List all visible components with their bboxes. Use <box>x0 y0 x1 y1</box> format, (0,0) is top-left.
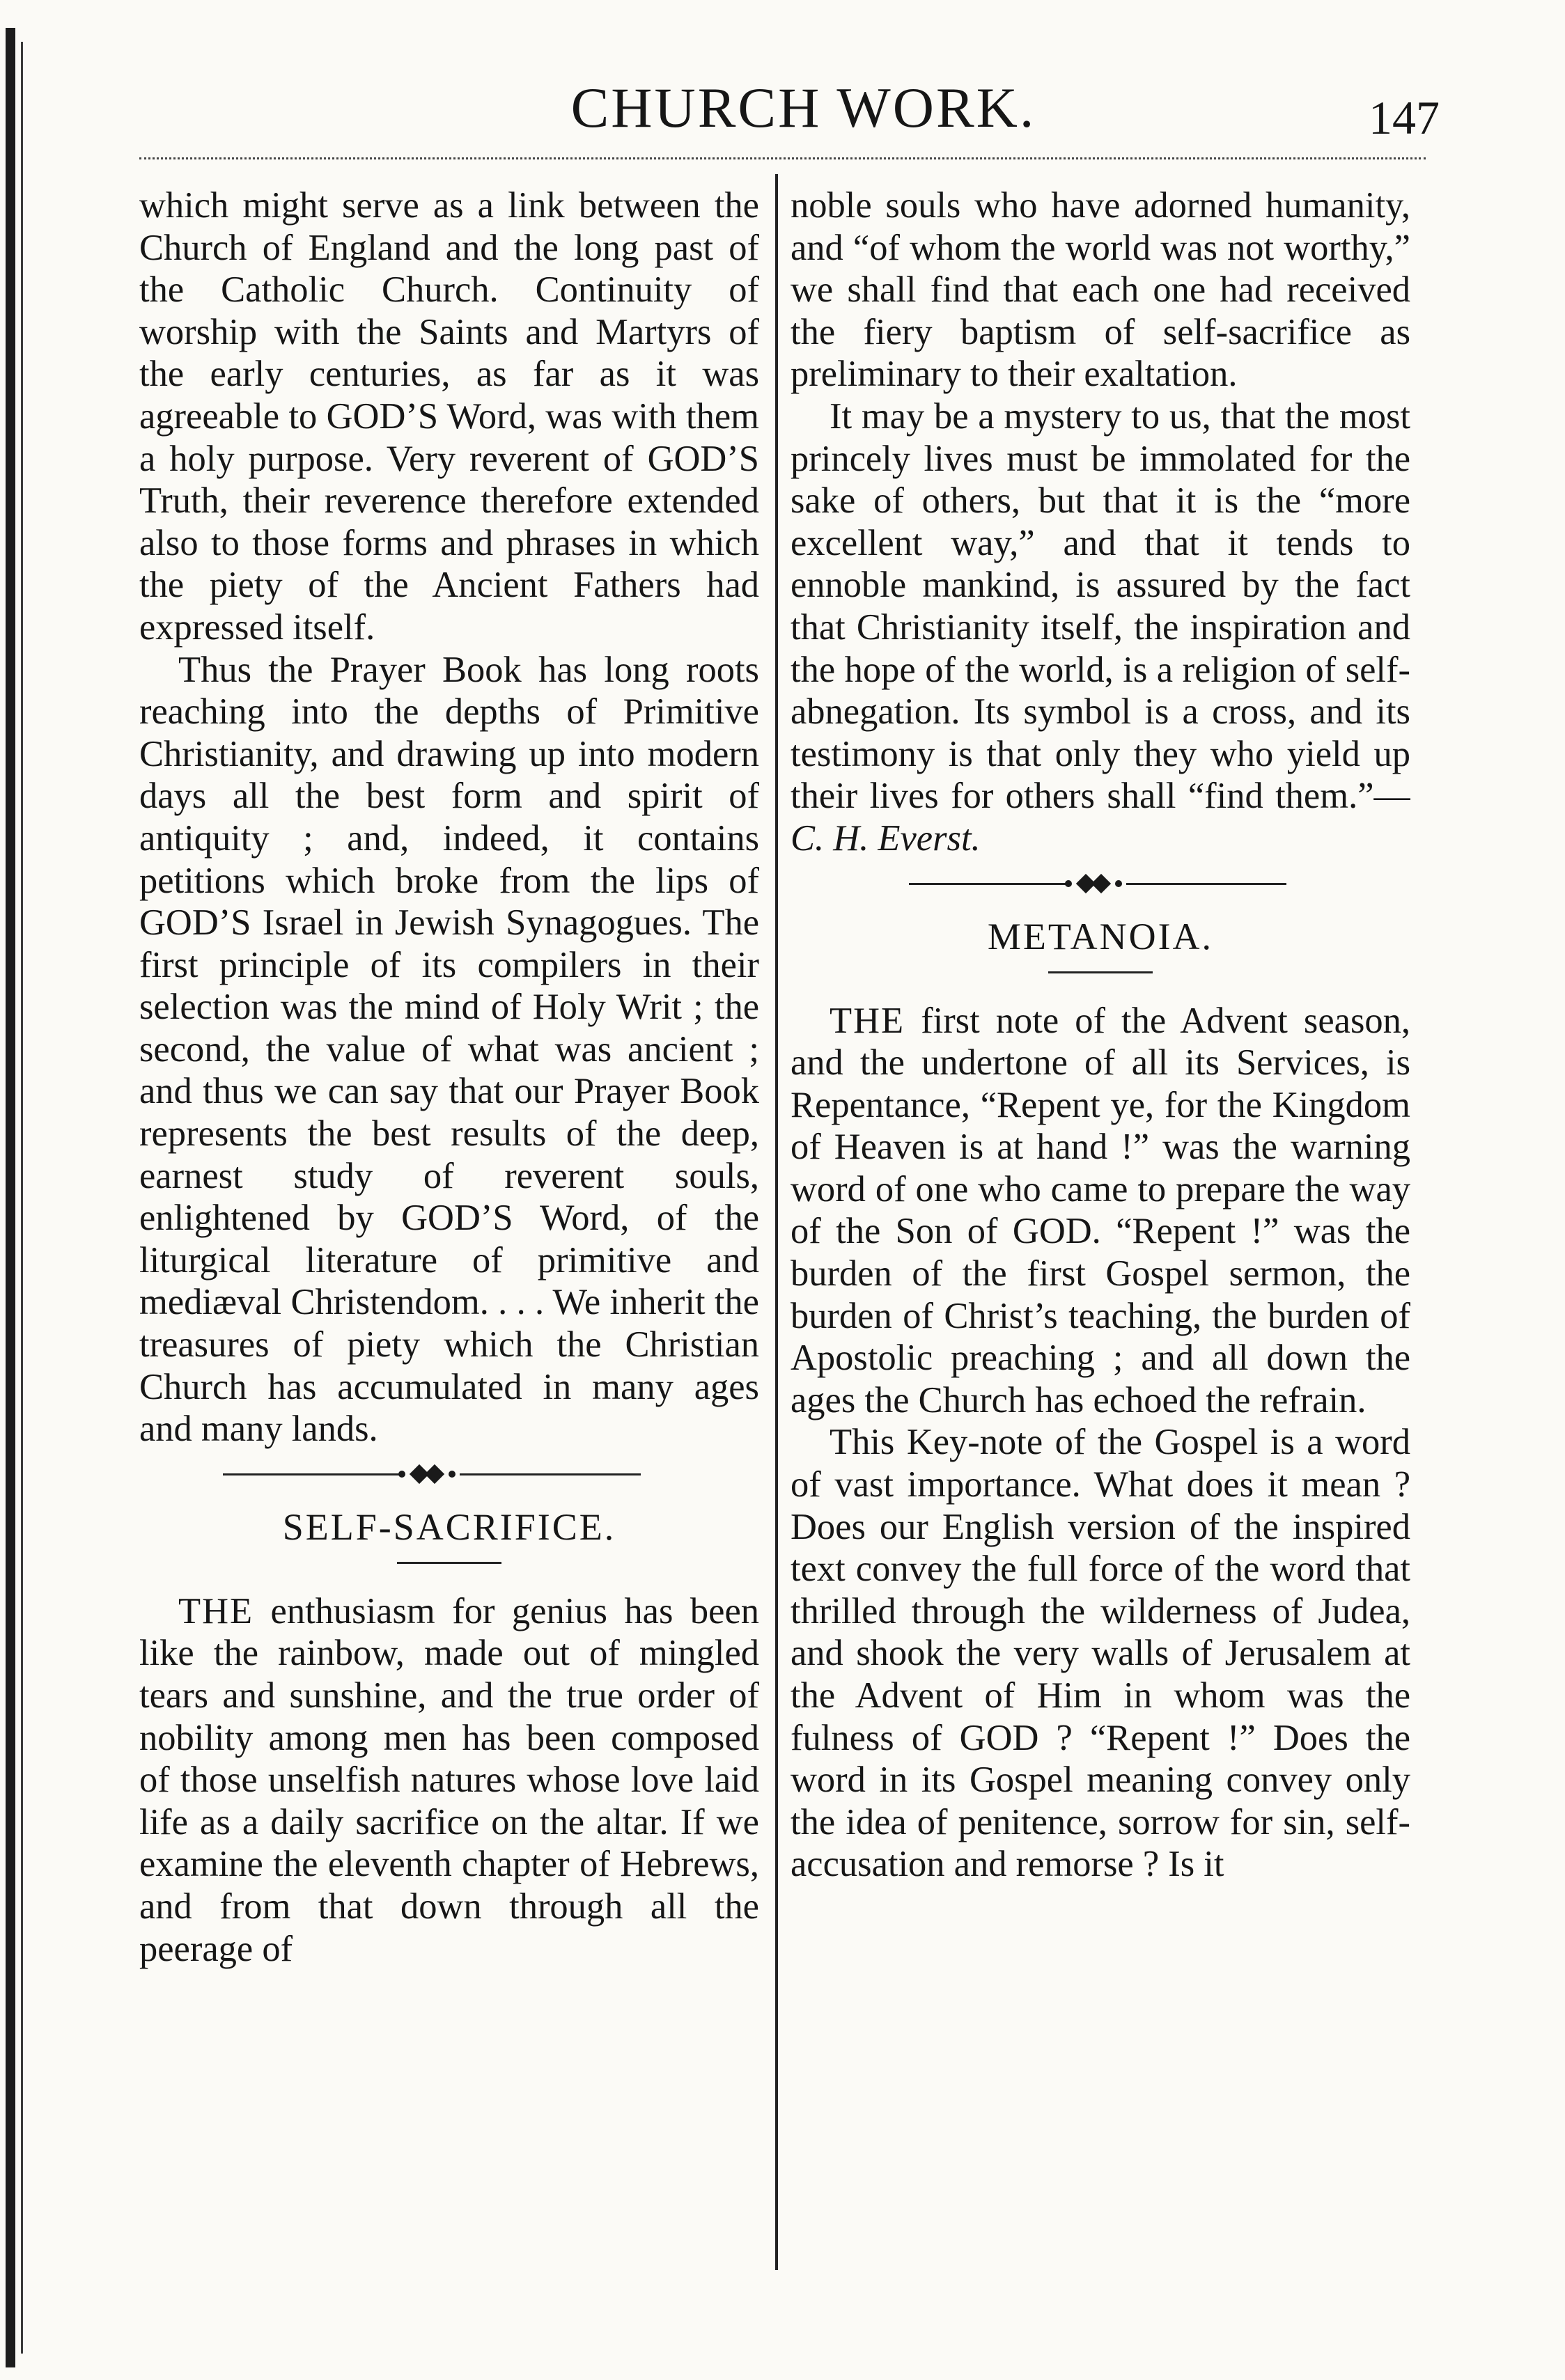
right-paragraph-2-text: It may be a mystery to us, that the most princely lives must be immolated for the sake of others, but that it is the “more excellent way,” and that it tends to ennoble mankind, is assured by the fact that Christianity itself, the inspiration and the hope of the world, is a religion of self-abnegation. Its symbol is a cross, and its testimony is that only they who yield up their lives for others shall “find them.”— <box>791 396 1410 817</box>
section-ornament <box>139 1455 759 1495</box>
column-divider <box>775 174 778 2270</box>
lead-word: THE <box>830 1000 905 1041</box>
title-underline <box>397 1562 501 1564</box>
left-paragraph-2: Thus the Prayer Book has long roots reaching into the depths of Primitive Christianity, and drawing up into modern days all the best form and spirit of antiquity ; and, indeed, it contains petitions which broke from the lips of GOD’S Israel in Jewish Synagogues. The first principle of its compilers in their selection was the mind of Holy Writ ; the second, the value of what was ancient ; and thus we can say that our Prayer Book represents the best results of the deep, earnest study of reverent souls, enlightened by GOD’S Word, of the liturgical literature of primitive and mediæval Christendom. . . . We inherit the treasures of piety which the Christian Church has accumulated in many ages and many lands. <box>139 649 759 1450</box>
right-paragraph-4: This Key-note of the Gospel is a word of vast importance. What does it mean ? Does our English version of the inspired text convey the full force of the word that thrilled through the wilderness of Judea, and shook the very walls of Jerusalem at the Advent of Him in whom was the fulness of GOD ? “Repent !” Does the word in its Gospel meaning convey only the idea of penitence, sorrow for sin, self-accusation and remorse ? Is it <box>791 1422 1410 1885</box>
left-paragraph-3-text: enthusiasm for genius has been like the rainbow, made out of mingled tears and sunshine, and the true order of nobility among men has been composed of those unselfish natures whose love laid life as a daily sacrifice on the altar. If we examine the eleventh chapter of Hebrews, and from that down through all the peerage of <box>139 1590 759 1969</box>
section-title-metanoia: METANOIA. <box>987 915 1214 957</box>
right-column <box>791 185 1410 2273</box>
right-paragraph-3 <box>791 1000 1410 1422</box>
left-column <box>139 185 759 2273</box>
section-title-self-sacrifice: SELF-SACRIFICE. <box>282 1505 616 1548</box>
title-underline <box>1048 971 1153 973</box>
page-header <box>125 70 1481 146</box>
page-number: 147 <box>1369 91 1440 144</box>
running-title: CHURCH WORK. <box>570 76 1036 139</box>
lead-word: THE <box>178 1590 254 1631</box>
section-ornament <box>791 864 1410 905</box>
right-paragraph-1: noble souls who have adorned humanity, and “of whom the world was not worthy,” we shall find that each one had received the fiery baptism of self-sacrifice as preliminary to their exaltation. <box>791 185 1410 395</box>
binding-edge-rule-inner <box>21 42 23 2354</box>
left-paragraph-1: which might serve as a link between the Church of England and the long past of the Catholic Church. Continuity of worship with the Saints and Martyrs of the early centuries, as far as it was agreeable to GOD’S Word, was with them a holy purpose. Very reverent of GOD’S Truth, their reverence therefore extended also to those forms and phrases in which the piety of the Ancient Fathers had expressed itself. <box>139 185 759 648</box>
binding-edge-rule <box>6 28 15 2367</box>
left-paragraph-3 <box>139 1590 759 1970</box>
author-signature: C. H. Everst. <box>791 817 981 859</box>
right-paragraph-3-text: first note of the Advent season, and the undertone of all its Services, is Repentance, “Repent ye, for the Kingdom of Heaven is at hand !” was the warning word of one who came to prepare the way of the Son of GOD. “Repent !” was the burden of the first Gospel sermon, the burden of Christ’s teaching, the burden of Apostolic preaching ; and all down the ages the Church has echoed the refrain. <box>791 1000 1410 1420</box>
header-dotted-rule <box>139 157 1426 159</box>
right-paragraph-2 <box>791 396 1410 860</box>
